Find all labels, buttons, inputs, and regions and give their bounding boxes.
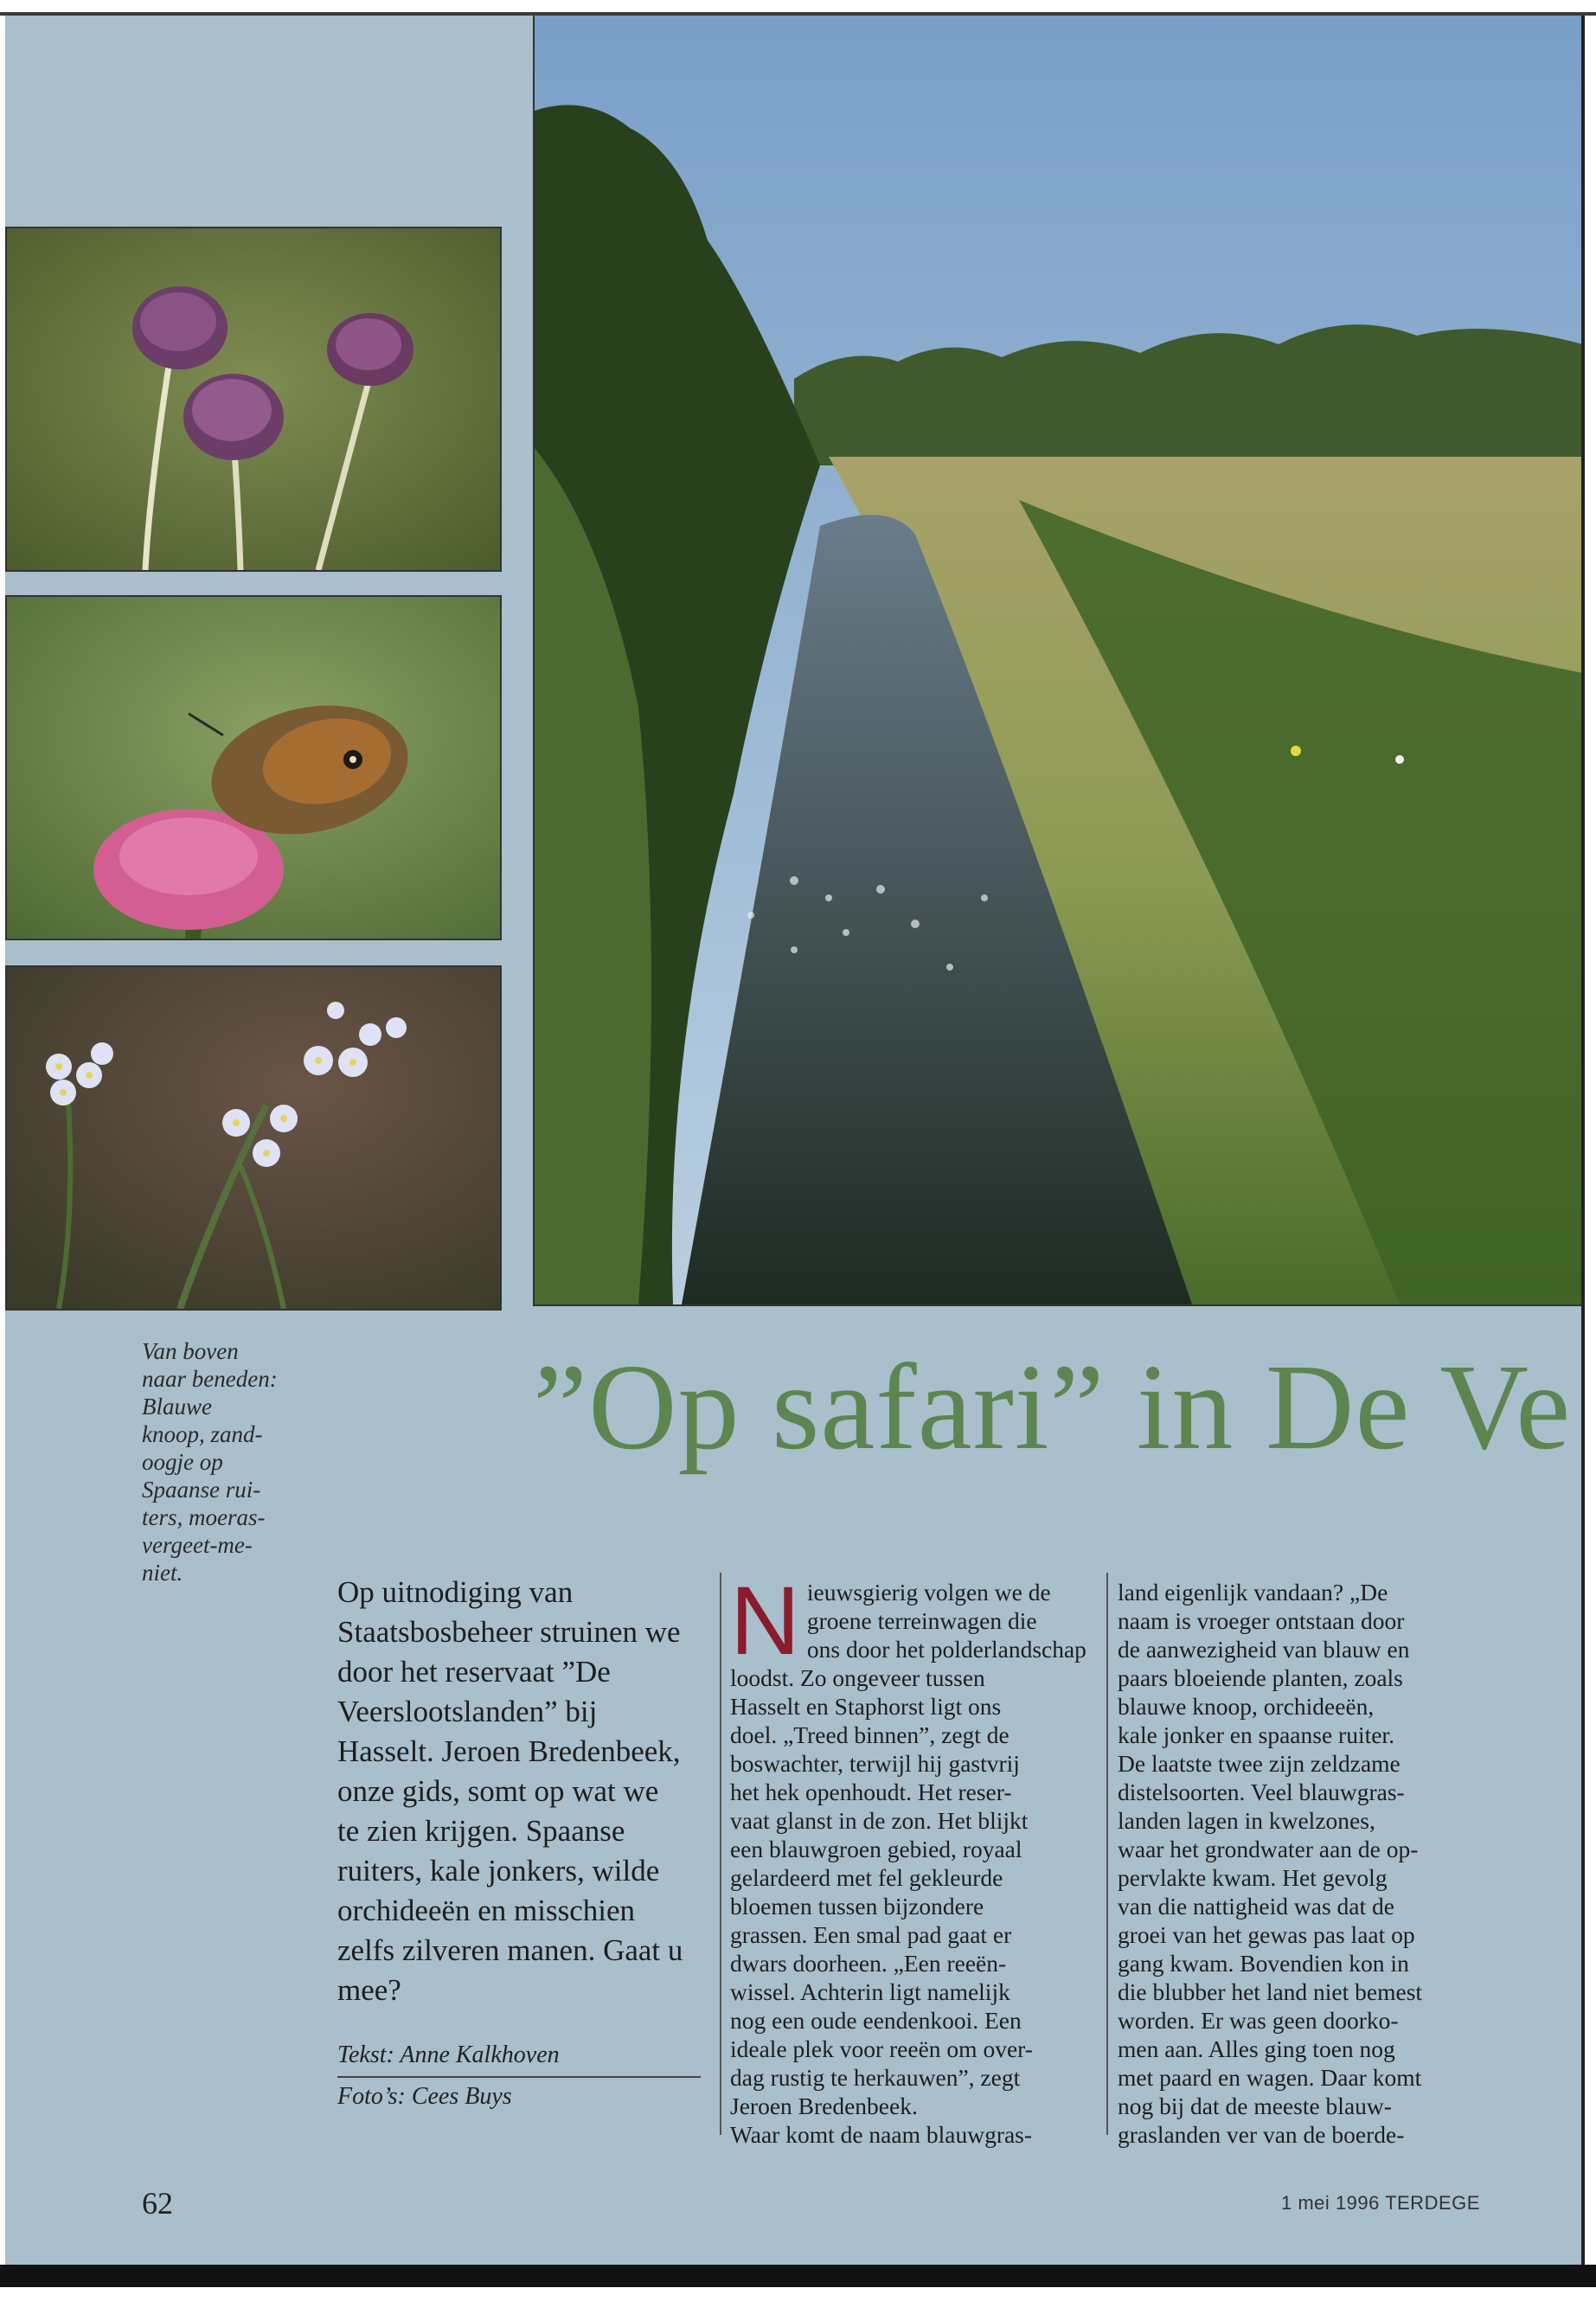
page-number: 62 [142, 2186, 173, 2221]
magazine-page [5, 16, 1585, 2265]
article-intro: Op uitnodiging van Staatsbosbeheer struinen we door het reservaat ”De Veerslootslanden” bij Hasselt. Jeroen Bredenbeek, onze gids, somt op wat we te zien krijgen. Spaanse ruiters, kale jonkers, wilde orchideeën en misschien zelfs zilveren manen. Gaat u mee? [337, 1575, 683, 2007]
column-rule [1106, 1573, 1108, 2135]
article-column-1 [730, 1567, 1093, 2149]
drop-cap: N [730, 1567, 800, 1675]
photo-moerasvergeet-me-niet [5, 965, 502, 1311]
article-headline: ”Op safari” in De Ve [533, 1338, 1572, 1475]
issue-footer: 1 mei 1996 TERDEGE [1281, 2192, 1480, 2214]
bottom-edge [0, 2265, 1596, 2287]
photo-blauwe-knoop [5, 227, 502, 572]
photo-veerslootslanden [533, 16, 1583, 1306]
credit-photos: Foto’s: Cees Buys [337, 2083, 512, 2110]
credit-text: Tekst: Anne Kalkhoven [337, 2041, 701, 2078]
photo-caption: Van boven naar beneden: Blauwe knoop, zand- oogje op Spaanse rui- ters, moeras- vergeet-me- niet. [142, 1338, 278, 1586]
article-column-2: land eigenlijk vandaan? „De naam is vroeger ontstaan door de aanwezigheid van blauw en paars bloeiende planten, zoals blauwe knoop, orchideeën, kale jonker en spaanse ruiter. De laatste twee zijn zeldzame distelsoorten. Veel blauwgras- landen lagen in kwelzones, waar het grondwater aan de op- pervlakte kwam. Het gevolg van die nattigheid was dat de groei van het gewas pas laat op gang kwam. Bovendien kon in die blubber het land niet bemest worden. Er was geen doorko- men aan. Alles ging toen nog met paard en wagen. Daar komt nog bij dat de meeste blauw- graslanden ver van de boerde- [1118, 1579, 1423, 2148]
column-1-text: ieuwsgierig volgen we de groene terreinwagen die ons door het polderlandschap loodst. Zo ongeveer tussen Hasselt en Staphorst ligt ons doel. „Treed binnen”, zegt de boswachter, terwijl hij gastvrij het hek openhoudt. Het reser- vaat glanst in de zon. Het blijkt een blauwgroen gebied, royaal gelardeerd met fel gekleurde bloemen tussen bijzondere grassen. Een smal pad gaat er dwars doorheen. „Een reeën- wissel. Achterin ligt namelijk nog een oude eendenkooi. Een ideale plek voor reeën om over- dag rustig te herkauwen”, zegt Jeroen Bredenbeek. Waar komt de naam blauwgras- [730, 1579, 1086, 2148]
photo-zandoogje [5, 595, 502, 940]
column-rule [720, 1573, 721, 2135]
